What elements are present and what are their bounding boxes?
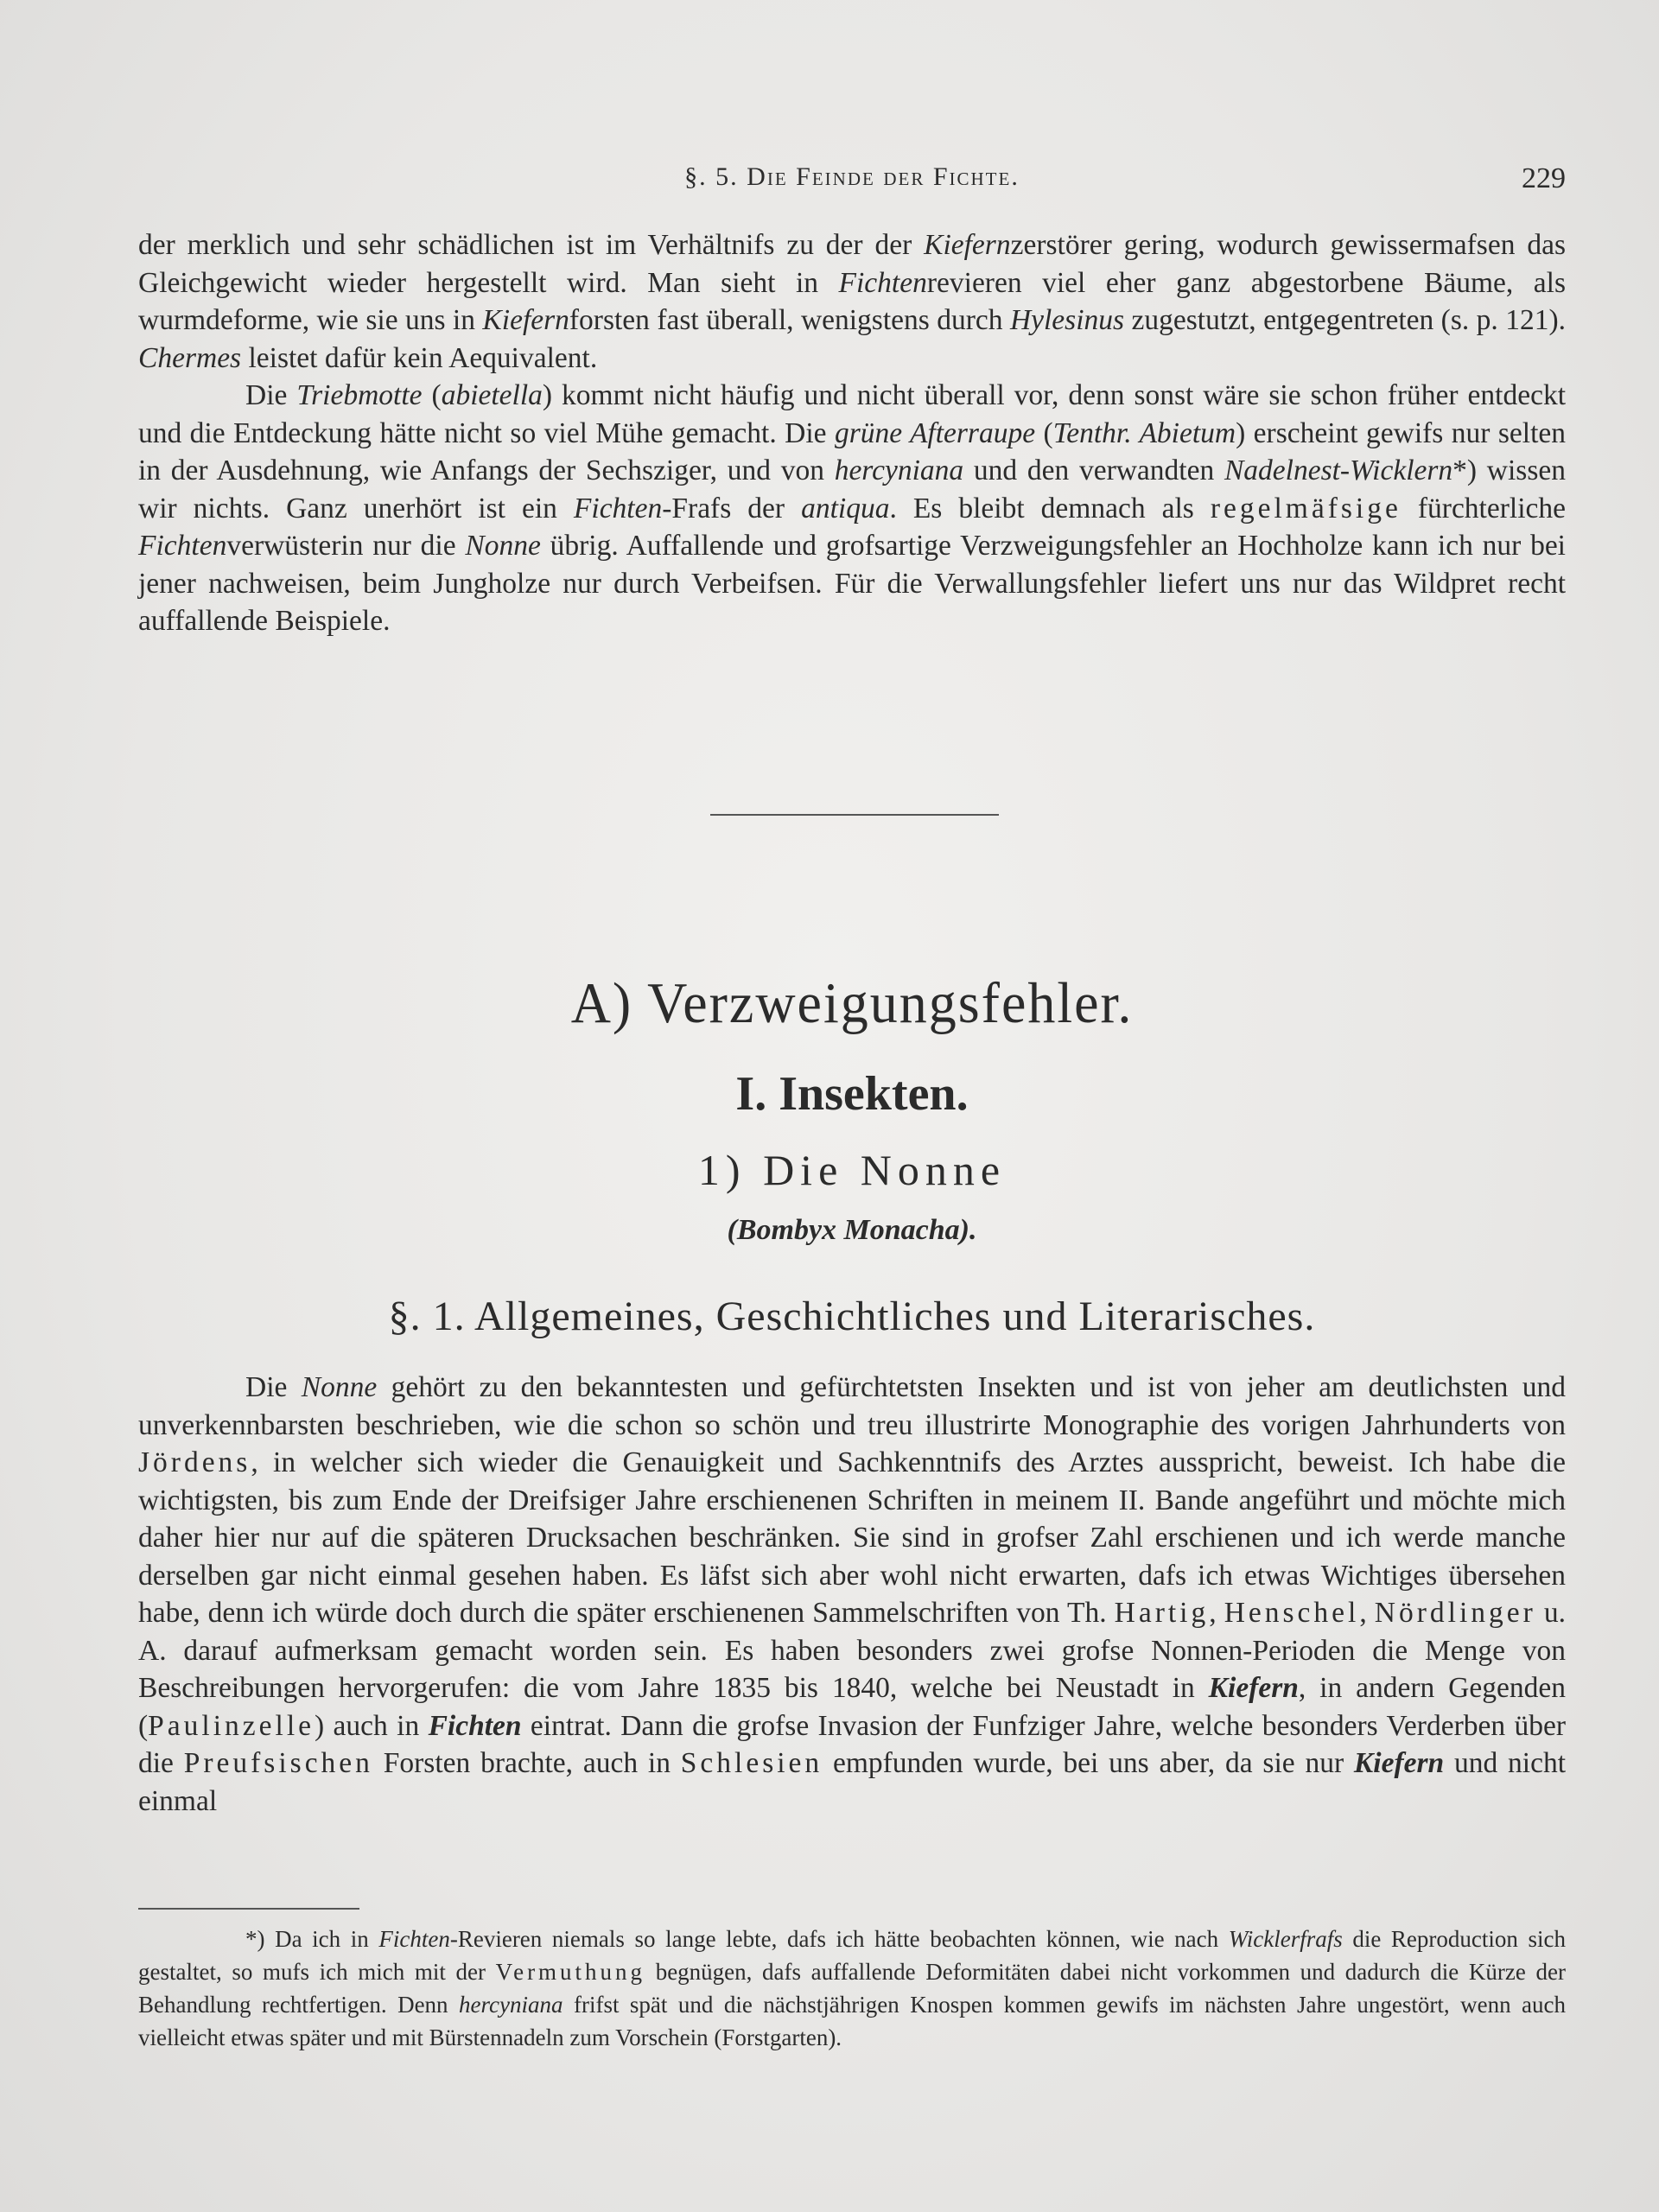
text-run: Schlesien xyxy=(680,1747,823,1779)
text-run: Die xyxy=(245,379,297,411)
text-run: *) Da ich in xyxy=(245,1926,379,1952)
text-run: Fichten xyxy=(838,266,927,299)
text-run: Kiefern xyxy=(1208,1672,1299,1704)
chapter-heading: A) Verzweigungsfehler. xyxy=(570,970,1134,1035)
section-divider xyxy=(710,814,999,816)
body-text-top xyxy=(138,226,1566,640)
species-name: (Bombyx Monacha). xyxy=(727,1214,977,1246)
text-run: Preufsischen xyxy=(183,1747,373,1779)
text-run: leistet dafür kein Aequivalent. xyxy=(241,341,598,374)
text-run: *) wissen wir nichts. Ganz unerhört ist ein xyxy=(138,454,1566,524)
text-run: Tenthr. Abietum xyxy=(1052,416,1236,449)
text-run: Fichten xyxy=(428,1709,522,1742)
footnote-divider xyxy=(138,1908,359,1910)
text-run: regelmäfsige xyxy=(1210,492,1402,524)
text-run: abietella xyxy=(441,379,543,411)
text-run: Fichten xyxy=(573,492,663,524)
text-run: ( xyxy=(422,379,442,411)
paragraph xyxy=(138,377,1566,640)
subsection-heading: 1) Die Nonne xyxy=(697,1146,1007,1194)
body-text-bottom xyxy=(138,1369,1566,1820)
paragraph-heading: §. 1. Allgemeines, Geschichtliches und Literarisches. xyxy=(388,1294,1316,1339)
text-run: zugestutzt, entgegentreten (s. p. 121). xyxy=(1124,304,1566,336)
text-run: der merklich und sehr schädlichen ist im Verhältnifs zu der der xyxy=(138,229,925,261)
text-run: Triebmotte xyxy=(296,379,423,411)
text-run: , in andern Gegenden ( xyxy=(138,1672,1566,1742)
text-run: eintrat. Dann die grofse Invasion der Funfziger Jahre, welche besonders Verderben über die xyxy=(138,1709,1566,1779)
text-run: hercyniana xyxy=(834,454,964,486)
page-number: 229 xyxy=(1522,162,1566,194)
text-run: verwüsterin nur die xyxy=(226,530,466,562)
text-run: Nadelnest-Wicklern xyxy=(1224,454,1453,486)
running-title: §. 5. Die Feinde der Fichte. xyxy=(684,162,1020,191)
footnote-paragraph xyxy=(138,1923,1566,2054)
text-run: Nonne xyxy=(301,1371,378,1403)
text-run: begnügen, dafs auffallende Deformitäten dabei nicht vorkommen und dadurch die Kürze der Behandlung rechtfertigen. Denn xyxy=(138,1959,1566,2018)
text-run: ) erscheint gewifs nur selten in der Ausdehnung, wie Anfangs der Sechsziger, und von xyxy=(138,416,1566,486)
text-run: Nonne xyxy=(465,530,541,562)
text-run: hercyniana xyxy=(459,1992,563,2018)
text-run: revieren viel eher ganz abgestorbene Bäume, als wurmdeforme, wie sie uns in xyxy=(138,266,1566,336)
text-run: ) kommt nicht häufig und nicht überall vor, denn sonst wäre sie schon früher entdeckt und die Entdeckung hätte nicht so viel Mühe gemacht. Die xyxy=(138,379,1566,449)
text-run: Fichten xyxy=(138,530,227,562)
text-run: frifst spät und die nächstjährigen Knospen kommen gewifs im nächsten Jahre ungestört, wenn auch vielleicht etwas später und mit Bürstennadeln zum Vorschein (Forstgarten). xyxy=(138,1992,1566,2050)
text-run: -Revieren niemals so lange lebte, dafs ich hätte beobachten können, wie nach xyxy=(449,1926,1229,1952)
text-run: empfunden wurde, bei uns aber, da sie nur xyxy=(823,1747,1354,1779)
text-run: und nicht einmal xyxy=(138,1747,1567,1817)
text-run: Vermuthung xyxy=(495,1959,646,1985)
text-run: Jördens xyxy=(138,1446,251,1478)
text-run: Chermes xyxy=(138,341,242,374)
text-run: grüne Afterraupe xyxy=(834,416,1036,449)
text-run: Henschel xyxy=(1224,1597,1360,1629)
footnote xyxy=(138,1923,1566,2054)
text-run: , in welcher sich wieder die Genauigkeit und Sachkenntnifs des Arztes ausspricht, beweist. Ich habe die wichtigsten, bis zum Ende der Dreifsiger Jahre erschienenen Schriften in meinem II. Bande angeführt und möchte mich daher hier nur auf die späteren Drucksachen beschränken. Sie sind in grofser Zahl erschienen und ich werde manche derselben gar nicht einmal gesehen haben. Es läfst sich aber wohl nicht erwarten, dafs ich etwas Wichtiges übersehen habe, denn ich würde doch durch die später erschienenen Sammelschriften von Th. xyxy=(138,1446,1566,1629)
text-run: Die xyxy=(245,1371,302,1403)
text-run: Paulinzelle xyxy=(148,1709,315,1742)
paragraph xyxy=(138,1369,1566,1820)
text-run: forsten fast überall, wenigstens durch xyxy=(569,304,1010,336)
text-run: Kiefern xyxy=(924,229,1011,261)
text-run: die Reproduction sich gestaltet, so mufs ich mich mit der xyxy=(138,1926,1566,1985)
text-run: Kiefern xyxy=(482,304,569,336)
text-run: übrig. Auffallende und grofsartige Verzweigungsfehler an Hochholze kann ich nur bei jener nachweisen, beim Jungholze nur durch Verbeifsen. Für die Verwallungsfehler liefert uns nur das Wildpret recht auffallende Beispiele. xyxy=(138,530,1566,637)
text-run: Wicklerfrafs xyxy=(1228,1926,1343,1952)
text-run: Fichten xyxy=(378,1926,450,1952)
text-run: u. A. darauf aufmerksam gemacht worden sein. Es haben besonders zwei grofse Nonnen-Perioden die Menge von Beschreibungen hervorgerufen: die vom Jahre 1835 bis 1840, welche bei Neustadt in xyxy=(138,1597,1566,1704)
text-run: . Es bleibt demnach als xyxy=(889,492,1211,524)
text-run: Forsten brachte, auch in xyxy=(372,1747,681,1779)
text-run: zerstörer gering, wodurch gewissermafsen das Gleichgewicht wieder hergestellt wird. Man sieht in xyxy=(138,229,1566,299)
text-run: -Frafs der xyxy=(662,492,802,524)
text-run: , xyxy=(1209,1597,1224,1629)
text-run: antiqua xyxy=(801,492,890,524)
text-run: ) auch in xyxy=(315,1709,429,1742)
page-header xyxy=(138,162,1566,206)
text-run: Hartig xyxy=(1114,1597,1210,1629)
text-run: Hylesinus xyxy=(1009,304,1125,336)
text-run: und den verwandten xyxy=(963,454,1224,486)
text-run: Kiefern xyxy=(1353,1747,1445,1779)
text-run: Nördlinger xyxy=(1374,1597,1536,1629)
text-run: gehört zu den bekanntesten und gefürchtetsten Insekten und ist von jeher am deutlichsten und unverkennbarsten beschrieben, wie die schon so schön und treu illustrirte Monographie des vorigen Jahrhunderts von xyxy=(138,1371,1566,1441)
section-heading: I. Insekten. xyxy=(735,1067,969,1121)
paragraph xyxy=(138,226,1566,377)
text-run: fürchterliche xyxy=(1401,492,1566,524)
text-run: , xyxy=(1359,1597,1375,1629)
text-run: ( xyxy=(1035,416,1053,449)
